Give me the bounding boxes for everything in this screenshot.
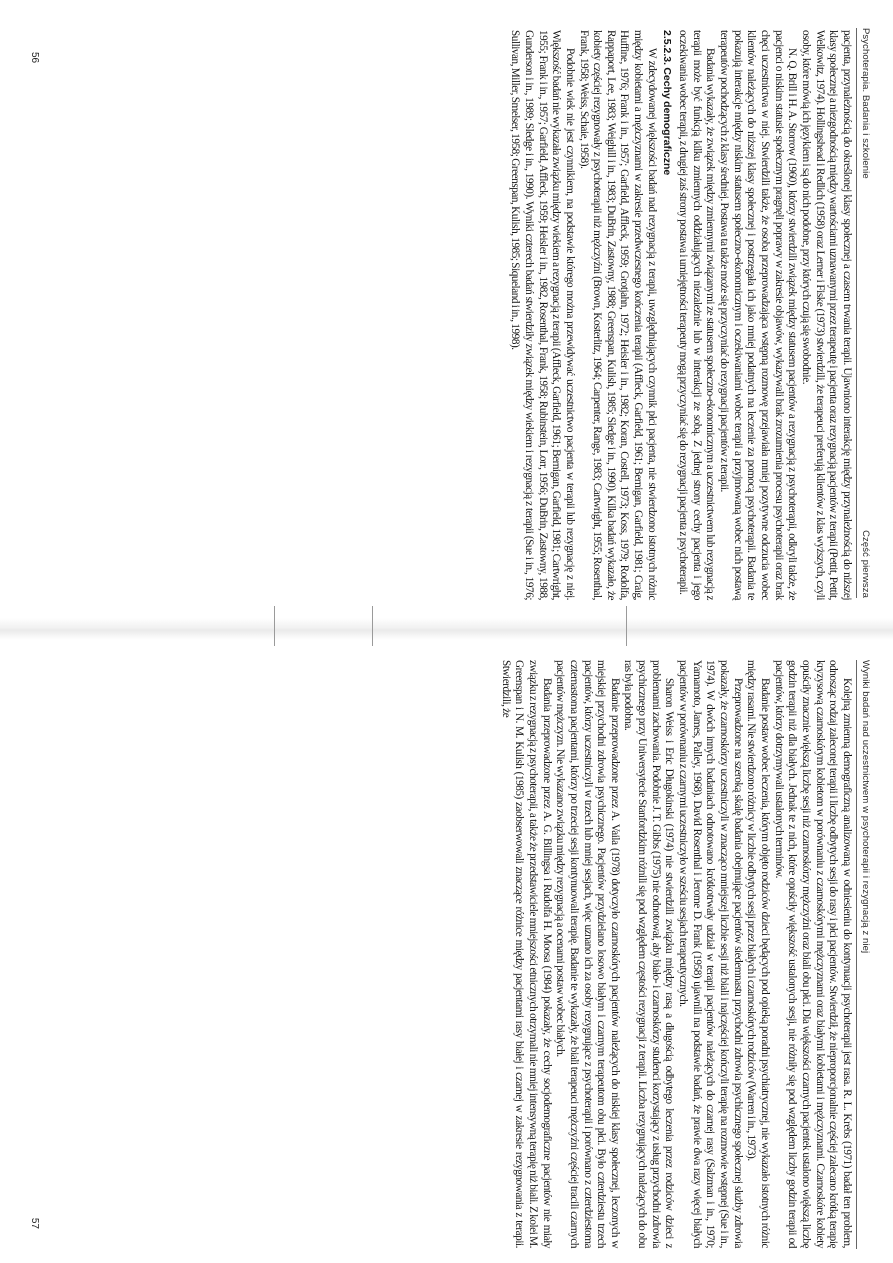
right-page-body — [498, 660, 853, 1248]
running-head-left: Psychoterapia. Badania i szkolenie — [860, 28, 871, 179]
running-head-left: Wyniki badań nad uczestnictwem w psychoterapii i rezygnacją z niej — [860, 660, 871, 954]
paragraph: Podobnie wiek nie jest czynnikiem, na podstawie którego można przewidywać uczestnictwo pacjenta w terapii lub rezygnację z niej. Większość badań nie wykazała związku między wiekiem a rezygnacją z terapii (Affleck, Garfield, 1961; Bernigan, Garfield, 1981; Cartwright, 1955; Frank i in., 1957; Garfield, Affleck, 1959; Heisler i in., 1982, Rosenthal, Frank, 1958; Rubinstein, Lorr, 1956; DuBrin, Zastowny, 1988, Gunderson i in., 1989; Sledge i in., 1990). Wyniki czterech badań stwierdziły związek między wiekiem i rezygnacją z terapii (Sue i in., 1976; Sullivan, Miller, Smelser, 1958; Greenspan, Kulish, 1985; Siqueland i in., 1998). — [509, 30, 576, 600]
section-heading: 2.5.2.3. Cechy demograficzne — [661, 30, 674, 176]
paragraph: W zdecydowanej większości badań nad rezygnacją z terapii, uwzględniających czynnik płci pacjenta, nie stwierdzono istotnych różnic między kobietami a mężczyznami w zakresie przedwczesnego kończenia terapii (Affleck, Garfield, 1961; Bernigan, Garfield, 1981; Craig, Huffine, 1976; Frank i in., 1957; Garfield, Affleck, 1959; Grotjahn, 1972; Heisler i in., 1982; Koran, Costell, 1973; Koss, 1979; Rodolfa, Rappaport, Lee, 1983; Weighill i in., 1983; DuBrin, Zastowny, 1988; Greenspan, Kulish, 1985; Sledge i in., 1990). Kilka badań wykazało, że kobiety częściej rezygnowały z psychoterapii niż mężczyźni (Brown, Kosterlitz, 1964; Carpenter, Range, 1983; Cartwright, 1955; Rosenthal, Frank, 1958; Weiss, Schaie, 1958). — [577, 30, 658, 600]
paragraph: Sharon Weiss i Eric Długokinski (1974) nie stwierdzili związku między rasą a długością odbytego leczenia przez rodziców dzieci z problemami zachowania. Podobnie J. T. Gibbs (1975) nie odnotował, aby biało- i czarnoskórzy studenci korzystający z usług przychodni zdrowia psychicznego przy Uniwersytecie Stanfordzkim różnili się pod względem częstości rezygnacji z terapii. Liczba rezygnujących należących do obu ras była podobna. — [622, 660, 676, 1248]
paragraph: Kolejną zmienną demograficzną analizowaną w odniesieniu do kontynuacji psychoterapii jest rasa. R. L. Krebs (1971) badał ten problem, odnosząc rodzaj zaleconej terapii i liczbę odbytych sesji do rasy i płci pacjentów. Stwierdził, że nieproporcjonalnie częściej zalecano krótką terapię kryzysową czarnoskórym kobietom w porównaniu z czarnoskórymi mężczyznami oraz białymi kobietami i mężczyznami. Czarnoskóre kobiety opuściły znacznie większą liczbę sesji niż czarnoskórzy mężczyźni oraz biali obu płci. Dla większości czarnych pacjentek ustalono większą liczbę godzin terapii niż dla białych. Jednak te z nich, które opuściły większość ustalonych sesji, nie różniły się pod względem liczby godzin terapii od pacjentów, którzy dotrzymywali ustalonych terminów. — [772, 660, 853, 1248]
paragraph: Badania przeprowadzone przez A. G. Billingsa i Rudolfa H. Moosa (1984) pokazały, że cechy socjodemograficzne pacjentów nie miały związku z rezygnacją z psychoterapii, a także że przedstawiciele mniejszości etnicznych otrzymali nie mniej intensywną terapię niż biali. Z kolei M. Greenspan i N. M. Kulish (1985) zaobserwowali znaczące różnice między pacjentami rasy białej i czarnej w zakresie rezygnowania z terapii. Stwierdzili, że — [499, 660, 553, 1248]
page-number: 56 — [29, 52, 40, 64]
left-page-body — [508, 30, 853, 600]
page-number: 57 — [29, 1217, 40, 1229]
paragraph: Badania wykazały, że związek między zmiennymi związanymi ze statusem społeczno-ekonomicznym a uczestnictwem lub rezygnacją z terapii może być funkcją kilku zmiennych oddziałujących niezależnie lub w interakcji ze sobą. Z jednej strony cechy pacjenta i jego oczekiwania wobec terapii, z drugiej zaś strony postawa i umiejętności terapeuty mogą przyczyniać się do rezygnacji pacjenta z psychoterapii. — [677, 30, 717, 600]
header-rule — [856, 28, 857, 598]
right-page — [0, 636, 893, 1263]
paragraph: Badanie postaw wobec leczenia, którym objęto rodziców dzieci będących pod opieką poradni psychiatrycznej, nie wykazało istotnych różnic między rasami. Nie stwierdzono różnicy w liczbie odbytych sesji przez białych i czarnoskórych rodziców (Warren i in., 1973). — [745, 660, 772, 1248]
paragraph: Badanie przeprowadzone przez A. Vaila (1978) dotyczyło czarnoskórych pacjentów należących do niskiej klasy społecznej, leczonych w miejskiej przychodni zdrowia psychicznego. Pacjentów przydzielano losowo białym i czarnym terapeutom obu płci. Było czterdziestu trzech pacjentów, którzy uczestniczyli w trzech lub mniej sesjach, więc uznano ich za osoby rezygnujące z psychoterapii i porównano z czterdziestoma czternastoma pacjentami, którzy po trzeciej sesji kontynuowali terapię. Badanie te wykazały, że biali terapeuci mężczyźni częściej tracili czarnych pacjentów mężczyzn. Nie wykazano związku między rezygnacją a ocenami postaw wobec białych. — [554, 660, 621, 1248]
paragraph: pacjenta, przynależnością do określonej klasy społecznej a czasem trwania terapii. Ujawniono interakcję między przynależnością do niższej klasy społecznej a niezgodnością między wartościami uznawanymi przez terapeutę i pacjenta oraz rezygnacją pacjentów z terapii (Pettit, Pettit, Welkowitz, 1974). Hollingshead i Redlich (1958) oraz Lerner i Fiske (1973) stwierdzili, że terapeuci preferują klientów z klas wyższych, czyli osoby, które mówią ich językiem i są do nich podobne, przy których czują się swobodnie. — [800, 30, 853, 600]
header-rule — [856, 660, 857, 1249]
running-head-right: Część pierwsza — [860, 530, 871, 598]
paragraph: N. Q. Brill i H. A. Storrow (1960), którzy stwierdzili związek między statusem pacjentów a rezygnacją z psychoterapii, odkryli także, że pacjenci o niskim statusie społecznym pragnęli poprawy w zakresie objawów, wykazywali brak zrozumienia procesu psychoterapii oraz brak chęci uczestnictwa w niej. Stwierdzili także, że osoba przeprowadzająca wstępną rozmowę przejawiała mniej pozytywne odczucia wobec klientów należących do niższej klasy społecznej i postrzegała ich jako mniej podatnych na leczenie za pomocą psychoterapii. Badania te pokazują interakcje między niskim statusem społeczno-ekonomicznym i oczekiwaniami wobec terapii a przyjmowaną wobec nich postawą terapeutów pochodzących z klasy średniej. Postawa ta także może się przyczyniać do rezygnacji pacjentów z terapii. — [718, 30, 799, 600]
left-page — [0, 0, 893, 622]
paragraph: Przeprowadzone na szeroką skalę badania obejmujące pacjentów siedemnastu przychodni zdrowia psychicznego społecznej służby zdrowia pokazały, że czarnoskórzy uczestniczyli w znacząco mniejszej liczbie sesji niż biali i najczęściej kończyli terapię na rozmowie wstępnej (Sue i in., 1974). W dwóch innych badaniach odnotowano krótkotrwały udział w terapii pacjentów należących do czarnej rasy (Salzman i in., 1970; Yamamoto, James, Palley, 1968). David Rosenthal i Jerome D. Frank (1958) ujawnili na podstawie badań, że prawie dwa razy więcej białych pacjentów w porównaniu z czarnymi uczestniczyło w sześciu sesjach terapeutycznych. — [677, 660, 744, 1248]
